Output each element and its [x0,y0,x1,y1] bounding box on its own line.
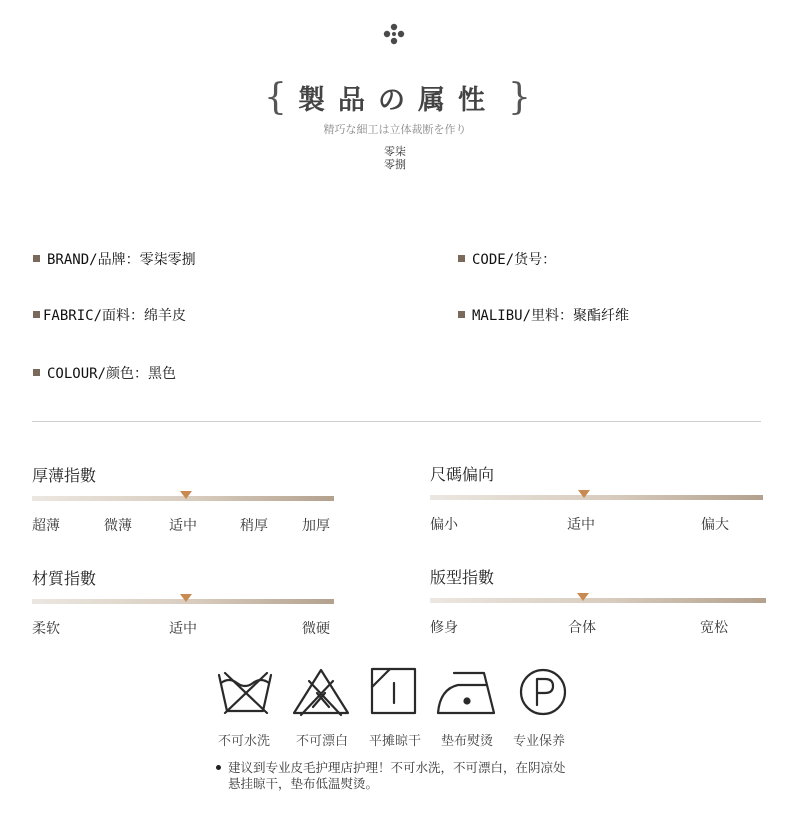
fit-index-title: 版型指數 [430,568,495,587]
page-title: 製品の属性 [298,85,498,116]
page-subtitle: 精巧な細工は立体裁断を作り [323,123,467,136]
property-brand [33,249,196,269]
bullet-square [33,311,40,318]
care-label-iron-cloth: 垫布熨烫 [441,734,494,749]
care-label-dry-flat: 平摊晾干 [369,734,422,749]
flower-logo-icon [383,23,405,45]
bullet-square [458,311,465,318]
fit-label: 合体 [568,620,596,636]
size-index-marker [578,490,590,498]
size-index-track [430,495,763,500]
property-colour [33,363,176,383]
brand-name-line2: 零捌 [384,158,406,171]
property-colour-text: COLOUR/颜色：黑色 [47,366,177,382]
texture-index-title: 材質指數 [32,569,97,588]
fit-index-track [430,598,766,603]
size-label: 适中 [567,517,595,533]
bullet-square [458,255,465,262]
no-bleach-icon [291,667,351,717]
care-note-line2: 悬挂晾干，垫布低温熨烫。 [228,776,379,791]
note-bullet [216,765,221,770]
texture-label: 柔软 [32,621,60,637]
property-code-text: CODE/货号： [472,252,557,268]
thickness-label: 超薄 [32,518,60,534]
iron-with-cloth-icon [436,667,496,717]
texture-label: 适中 [169,621,197,637]
property-code [458,249,556,269]
no-wash-icon [215,667,275,717]
texture-label: 微硬 [302,621,330,637]
size-index-title: 尺碼偏向 [430,465,495,484]
thickness-index-marker [180,491,192,499]
property-lining-text: MALIBU/里料：聚酯纤维 [472,308,630,324]
dry-flat-icon [364,667,424,717]
thickness-label: 稍厚 [240,518,268,534]
size-label: 偏小 [430,517,458,533]
thickness-label: 微薄 [104,518,132,534]
care-note-line1: 建议到专业皮毛护理店护理！不可水洗，不可漂白，在阴凉处 [228,760,566,775]
care-label-no-bleach: 不可漂白 [296,734,349,749]
bullet-square [33,369,40,376]
fit-label: 宽松 [700,620,728,636]
section-divider [32,421,761,422]
title-brace-right: } [508,77,531,118]
title-brace-left: { [264,77,287,118]
brand-name-line1: 零柒 [384,145,406,158]
property-brand-text: BRAND/品牌：零柒零捌 [47,252,196,268]
care-label-no-wash: 不可水洗 [218,734,271,749]
size-label: 偏大 [701,517,729,533]
thickness-label: 适中 [169,518,197,534]
property-lining [458,305,629,325]
thickness-label: 加厚 [302,518,330,534]
thickness-index-title: 厚薄指數 [32,466,97,485]
fit-label: 修身 [430,620,458,636]
professional-care-icon [513,667,573,717]
property-fabric [33,305,186,325]
fit-index-marker [577,593,589,601]
bullet-square [33,255,40,262]
property-fabric-text: FABRIC/面料：绵羊皮 [43,308,187,324]
texture-index-marker [180,594,192,602]
care-label-professional: 专业保养 [513,734,566,749]
